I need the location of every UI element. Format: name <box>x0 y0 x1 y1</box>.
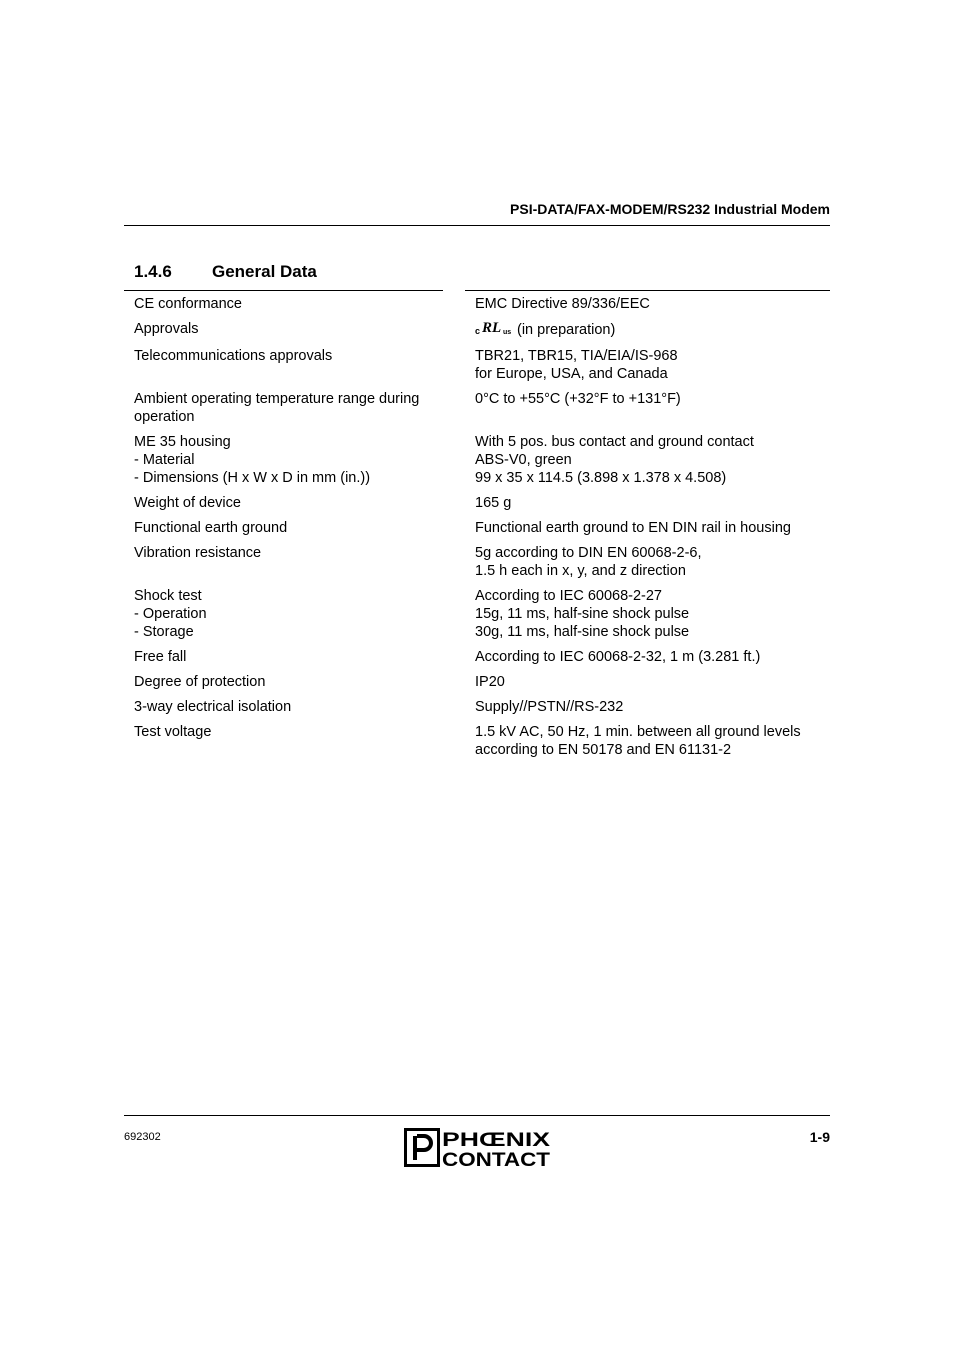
spec-label: Ambient operating temperature range during operation <box>134 391 420 425</box>
spec-row-shock <box>134 587 830 648</box>
svg-text:us: us <box>503 329 512 335</box>
section-number: 1.4.6 <box>134 262 172 281</box>
section-title: General Data <box>212 262 317 281</box>
spec-value: With 5 pos. bus contact and ground contact ABS-V0, green 99 x 35 x 114.5 (3.898 x 1.378 x 4.508) <box>475 434 754 486</box>
header-rule <box>124 225 830 226</box>
spec-value: Functional earth ground to EN DIN rail in housing <box>475 520 791 536</box>
spec-label: Weight of device <box>134 495 241 511</box>
spec-value: Supply//PSTN//RS-232 <box>475 699 624 715</box>
spec-row-protection <box>134 673 830 698</box>
logo-line2: CONTACT <box>442 1150 551 1168</box>
spec-value: TBR21, TBR15, TIA/EIA/IS-968 for Europe, USA, and Canada <box>475 348 678 382</box>
spec-label: CE conformance <box>134 296 242 312</box>
spec-row-ce <box>134 295 830 320</box>
svg-text:c: c <box>475 326 481 335</box>
spec-row-approvals <box>134 320 830 347</box>
spec-value: EMC Directive 89/336/EEC <box>475 296 650 312</box>
spec-value: 165 g <box>475 495 512 511</box>
spec-row-free-fall <box>134 648 830 673</box>
footer-rule <box>124 1115 830 1116</box>
spec-label: ME 35 housing - Material - Dimensions (H x W x D in mm (in.)) <box>134 434 371 486</box>
phoenix-contact-logo-icon <box>404 1128 552 1173</box>
spec-value: 1.5 kV AC, 50 Hz, 1 min. between all ground levels according to EN 50178 and EN 61131-2 <box>475 724 801 758</box>
spec-row-temperature <box>134 390 830 433</box>
table-rule-right <box>465 290 830 291</box>
document-number: 692302 <box>124 1131 161 1143</box>
spec-value: According to IEC 60068-2-32, 1 m (3.281 ft.) <box>475 649 761 665</box>
spec-row-telecom <box>134 347 830 390</box>
spec-row-test-voltage <box>134 723 830 766</box>
spec-label: Shock test - Operation - Storage <box>134 588 207 640</box>
spec-value-approvals <box>475 320 830 340</box>
svg-text:RL: RL <box>482 320 502 335</box>
approvals-value-text: (in preparation) <box>517 322 616 338</box>
spec-label: Functional earth ground <box>134 520 288 536</box>
logo-line1: PHŒNIX <box>442 1130 551 1151</box>
spec-label: Free fall <box>134 649 187 665</box>
running-header: PSI-DATA/FAX-MODEM/RS232 Industrial Modem <box>510 201 830 217</box>
spec-label: 3-way electrical isolation <box>134 699 292 715</box>
spec-label: Vibration resistance <box>134 545 262 561</box>
spec-row-earth-ground <box>134 519 830 544</box>
spec-label: Degree of protection <box>134 674 266 690</box>
c-ul-us-listing-mark-icon <box>475 320 513 340</box>
spec-label: Telecommunications approvals <box>134 348 333 364</box>
spec-label: Test voltage <box>134 724 212 740</box>
section-heading <box>134 262 317 282</box>
spec-row-isolation <box>134 698 830 723</box>
spec-label: Approvals <box>134 321 199 337</box>
spec-row-vibration <box>134 544 830 587</box>
spec-value: According to IEC 60068-2-27 15g, 11 ms, half-sine shock pulse 30g, 11 ms, half-sine shock pulse <box>475 588 690 640</box>
table-rule-left <box>124 290 443 291</box>
spec-row-housing <box>134 433 830 494</box>
page-number: 1-9 <box>809 1129 830 1145</box>
spec-value: 0°C to +55°C (+32°F to +131°F) <box>475 391 681 407</box>
spec-row-weight <box>134 494 830 519</box>
spec-value: IP20 <box>475 674 505 690</box>
spec-value: 5g according to DIN EN 60068-2-6, 1.5 h each in x, y, and z direction <box>475 545 702 579</box>
general-data-table <box>134 295 830 766</box>
